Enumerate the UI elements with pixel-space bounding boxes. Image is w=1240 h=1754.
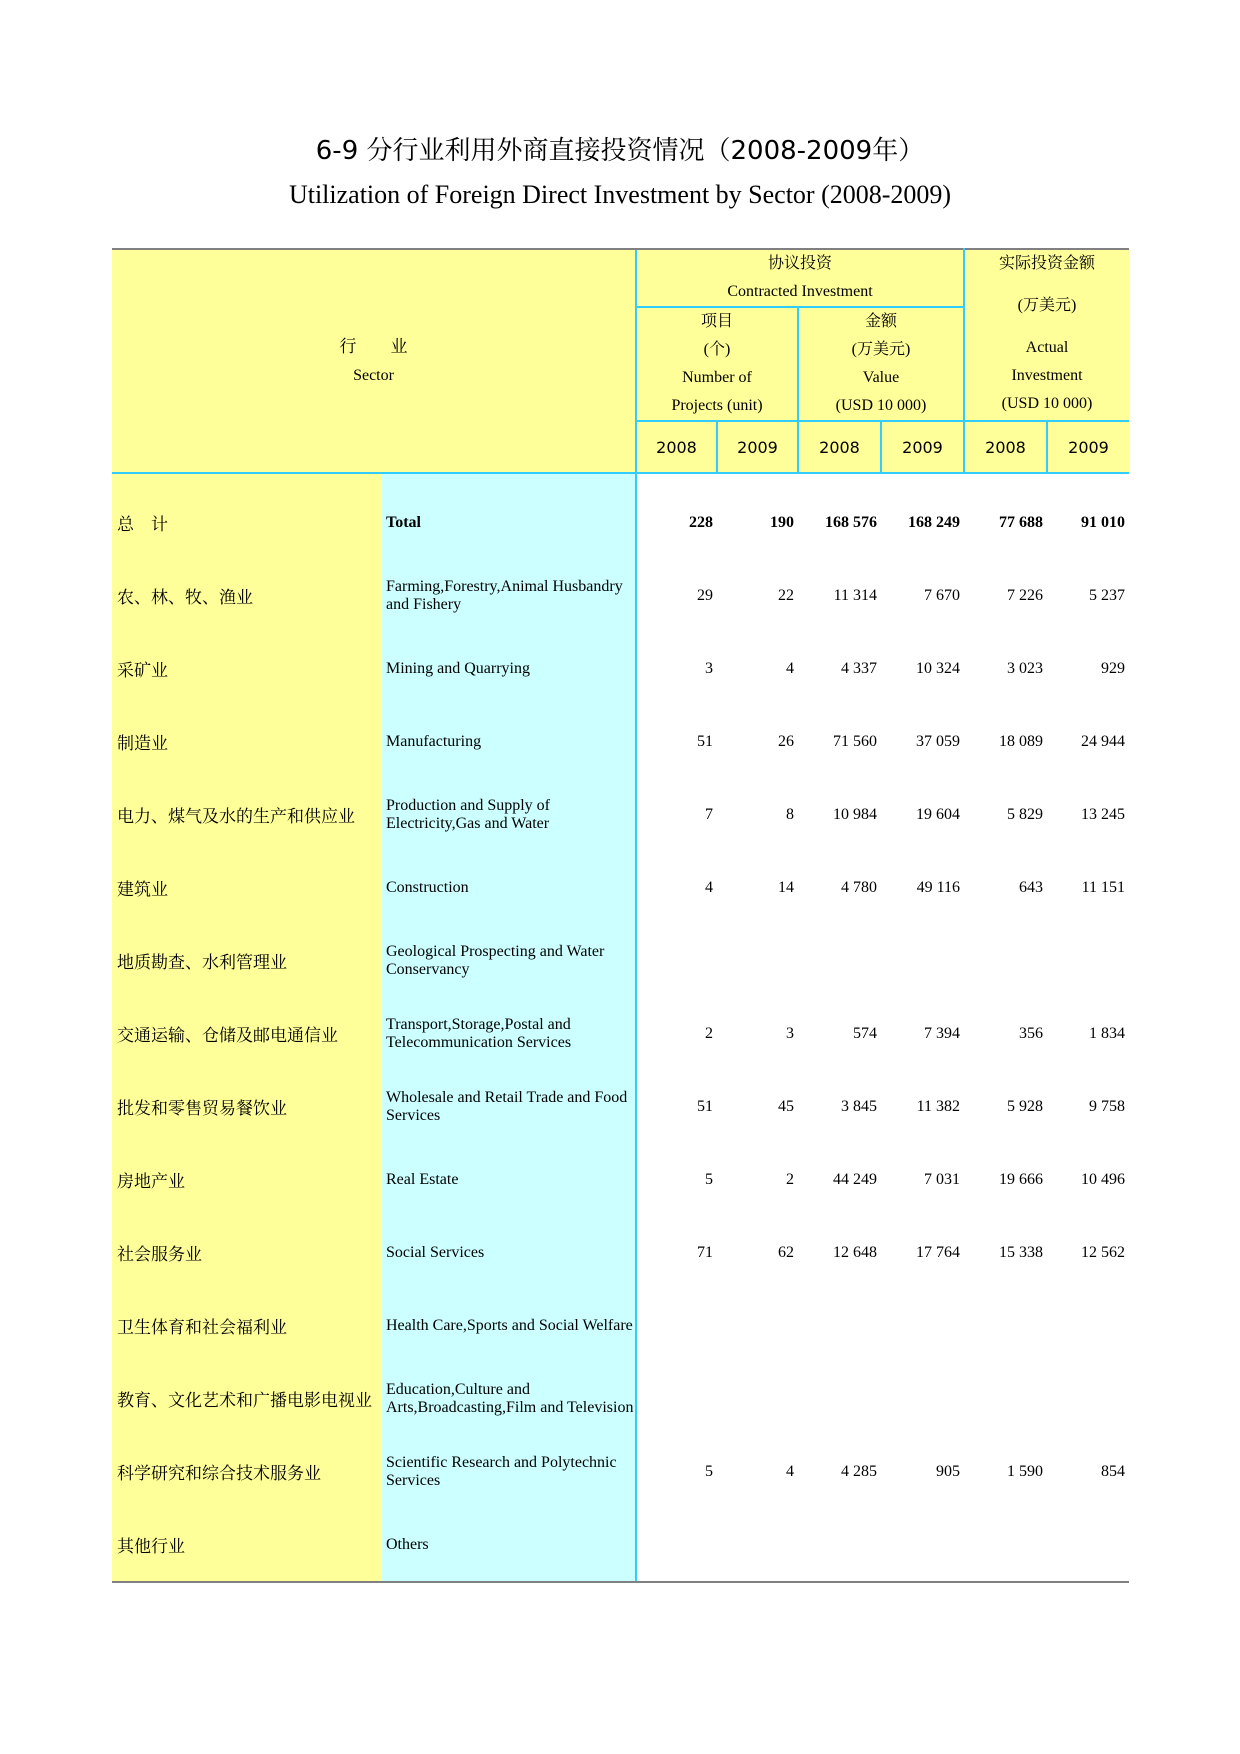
sector-header-en: Sector (353, 366, 394, 384)
cell-value (881, 1289, 964, 1362)
cell-value: 11 151 (1047, 851, 1129, 924)
year-header: 2008 (798, 421, 881, 473)
cell-value: 7 (636, 778, 717, 851)
cell-value: 17 764 (881, 1216, 964, 1289)
cell-value: 45 (717, 1070, 798, 1143)
cell-value (636, 1289, 717, 1362)
row-label-cn: 交通运输、仓储及邮电通信业 (112, 997, 382, 1070)
cell-value: 7 670 (881, 559, 964, 632)
cell-value: 574 (798, 997, 881, 1070)
cell-value (964, 1508, 1047, 1582)
contracted-header (636, 249, 964, 307)
cell-value: 7 031 (881, 1143, 964, 1216)
table-row (112, 486, 1129, 559)
table-row (112, 1508, 1129, 1582)
table-row (112, 632, 1129, 705)
cell-value: 10 496 (1047, 1143, 1129, 1216)
row-label-en: Production and Supply of Electricity,Gas and Water (382, 778, 636, 851)
contracted-header-en: Contracted Investment (727, 283, 873, 300)
row-label-en: Education,Culture and Arts,Broadcasting,Film and Television (382, 1362, 636, 1435)
row-label-cn: 卫生体育和社会福利业 (112, 1289, 382, 1362)
cell-value: 643 (964, 851, 1047, 924)
cell-value: 3 845 (798, 1070, 881, 1143)
row-label-cn: 总 计 (112, 486, 382, 559)
table-row (112, 705, 1129, 778)
cell-value (881, 1508, 964, 1582)
cell-value: 3 (717, 997, 798, 1070)
cell-value: 51 (636, 1070, 717, 1143)
cell-value: 18 089 (964, 705, 1047, 778)
projects-header-unit: (个) (703, 341, 731, 358)
cell-value: 91 010 (1047, 486, 1129, 559)
cell-value: 12 562 (1047, 1216, 1129, 1289)
actual-header (964, 249, 1129, 421)
row-label-en: Manufacturing (382, 705, 636, 778)
cell-value: 1 834 (1047, 997, 1129, 1070)
table-row (112, 559, 1129, 632)
row-label-en: Total (382, 486, 636, 559)
cell-value: 929 (1047, 632, 1129, 705)
cell-value: 854 (1047, 1435, 1129, 1508)
cell-value: 10 324 (881, 632, 964, 705)
cell-value (1047, 924, 1129, 997)
cell-value: 71 (636, 1216, 717, 1289)
table-row (112, 1362, 1129, 1435)
cell-value: 26 (717, 705, 798, 778)
row-label-en: Others (382, 1508, 636, 1582)
year-header: 2009 (1047, 421, 1129, 473)
row-label-cn: 其他行业 (112, 1508, 382, 1582)
cell-value (636, 924, 717, 997)
row-label-en: Farming,Forestry,Animal Husbandry and Fishery (382, 559, 636, 632)
cell-value (717, 1508, 798, 1582)
row-label-en: Construction (382, 851, 636, 924)
cell-value: 2 (636, 997, 717, 1070)
table-row (112, 851, 1129, 924)
cell-value (636, 1362, 717, 1435)
row-label-cn: 批发和零售贸易餐饮业 (112, 1070, 382, 1143)
cell-value (636, 1508, 717, 1582)
cell-value: 12 648 (798, 1216, 881, 1289)
table-row (112, 1216, 1129, 1289)
projects-header-en-1: Number of (682, 369, 752, 386)
cell-value: 51 (636, 705, 717, 778)
cell-value: 44 249 (798, 1143, 881, 1216)
actual-header-en-3: (USD 10 000) (1001, 395, 1093, 412)
cell-value: 10 984 (798, 778, 881, 851)
sector-header-cell (112, 249, 636, 473)
cell-value (798, 1362, 881, 1435)
contracted-header-cn: 协议投资 (767, 255, 832, 272)
cell-value (1047, 1508, 1129, 1582)
table-row (112, 1435, 1129, 1508)
row-label-cn: 电力、煤气及水的生产和供应业 (112, 778, 382, 851)
row-label-en: Transport,Storage,Postal and Telecommunication Services (382, 997, 636, 1070)
cell-value: 228 (636, 486, 717, 559)
actual-header-en-1: Actual (1025, 339, 1069, 356)
table-row (112, 1289, 1129, 1362)
cell-value (964, 1289, 1047, 1362)
cell-value: 19 604 (881, 778, 964, 851)
table-row (112, 924, 1129, 997)
row-label-en: Health Care,Sports and Social Welfare (382, 1289, 636, 1362)
cell-value: 5 (636, 1435, 717, 1508)
cell-value (717, 1362, 798, 1435)
value-header-unit: (万美元) (851, 341, 911, 358)
cell-value: 4 780 (798, 851, 881, 924)
cell-value (1047, 1289, 1129, 1362)
cell-value: 9 758 (1047, 1070, 1129, 1143)
cell-value: 5 237 (1047, 559, 1129, 632)
row-label-en: Geological Prospecting and Water Conservancy (382, 924, 636, 997)
projects-header-cn: 项目 (700, 313, 733, 330)
table-row (112, 778, 1129, 851)
row-label-cn: 社会服务业 (112, 1216, 382, 1289)
cell-value: 4 285 (798, 1435, 881, 1508)
table-row (112, 1143, 1129, 1216)
projects-header-en-2: Projects (unit) (671, 397, 763, 414)
cell-value: 62 (717, 1216, 798, 1289)
cell-value (798, 1508, 881, 1582)
projects-header (636, 307, 798, 421)
row-label-cn: 地质勘查、水利管理业 (112, 924, 382, 997)
cell-value: 7 394 (881, 997, 964, 1070)
cell-value: 190 (717, 486, 798, 559)
cell-value: 29 (636, 559, 717, 632)
cell-value (1047, 1362, 1129, 1435)
cell-value: 4 337 (798, 632, 881, 705)
cell-value: 3 023 (964, 632, 1047, 705)
cell-value: 13 245 (1047, 778, 1129, 851)
row-label-cn: 采矿业 (112, 632, 382, 705)
year-header: 2009 (717, 421, 798, 473)
cell-value: 3 (636, 632, 717, 705)
table-row (112, 1070, 1129, 1143)
cell-value: 168 576 (798, 486, 881, 559)
cell-value: 5 (636, 1143, 717, 1216)
row-label-cn: 建筑业 (112, 851, 382, 924)
cell-value: 5 829 (964, 778, 1047, 851)
value-header-cn: 金额 (864, 313, 897, 330)
cell-value (881, 924, 964, 997)
cell-value: 2 (717, 1143, 798, 1216)
cell-value: 24 944 (1047, 705, 1129, 778)
title-english: Utilization of Foreign Direct Investment by Sector (2008-2009) (288, 180, 952, 209)
cell-value (964, 924, 1047, 997)
cell-value (717, 924, 798, 997)
cell-value: 168 249 (881, 486, 964, 559)
cell-value: 356 (964, 997, 1047, 1070)
cell-value: 11 314 (798, 559, 881, 632)
cell-value: 37 059 (881, 705, 964, 778)
cell-value: 22 (717, 559, 798, 632)
cell-value (798, 1289, 881, 1362)
cell-value: 11 382 (881, 1070, 964, 1143)
cell-value (798, 924, 881, 997)
fdi-sector-table (112, 248, 1129, 1583)
cell-value (881, 1362, 964, 1435)
value-header (798, 307, 964, 421)
actual-header-unit: (万美元) (1017, 297, 1077, 314)
row-label-en: Scientific Research and Polytechnic Services (382, 1435, 636, 1508)
cell-value: 4 (717, 632, 798, 705)
cell-value: 905 (881, 1435, 964, 1508)
title-chinese: 6-9 分行业利用外商直接投资情况（2008-2009年） (315, 136, 925, 166)
row-label-en: Mining and Quarrying (382, 632, 636, 705)
cell-value: 4 (636, 851, 717, 924)
row-label-cn: 科学研究和综合技术服务业 (112, 1435, 382, 1508)
actual-header-en-2: Investment (1011, 367, 1083, 384)
year-header: 2008 (636, 421, 717, 473)
actual-header-cn: 实际投资金额 (998, 255, 1095, 272)
cell-value: 49 116 (881, 851, 964, 924)
cell-value: 5 928 (964, 1070, 1047, 1143)
cell-value: 4 (717, 1435, 798, 1508)
cell-value: 15 338 (964, 1216, 1047, 1289)
cell-value: 71 560 (798, 705, 881, 778)
value-header-en-1: Value (862, 369, 900, 386)
row-label-cn: 房地产业 (112, 1143, 382, 1216)
sector-header-cn: 行 业 (339, 336, 408, 356)
table-row (112, 997, 1129, 1070)
row-label-cn: 教育、文化艺术和广播电影电视业 (112, 1362, 382, 1435)
cell-value (964, 1362, 1047, 1435)
cell-value: 1 590 (964, 1435, 1047, 1508)
row-label-cn: 农、林、牧、渔业 (112, 559, 382, 632)
year-header: 2009 (881, 421, 964, 473)
cell-value: 7 226 (964, 559, 1047, 632)
cell-value: 14 (717, 851, 798, 924)
cell-value: 19 666 (964, 1143, 1047, 1216)
cell-value (717, 1289, 798, 1362)
row-label-en: Real Estate (382, 1143, 636, 1216)
value-header-en-2: (USD 10 000) (835, 397, 927, 414)
row-label-en: Social Services (382, 1216, 636, 1289)
cell-value: 77 688 (964, 486, 1047, 559)
row-label-en: Wholesale and Retail Trade and Food Services (382, 1070, 636, 1143)
row-label-cn: 制造业 (112, 705, 382, 778)
year-header: 2008 (964, 421, 1047, 473)
cell-value: 8 (717, 778, 798, 851)
